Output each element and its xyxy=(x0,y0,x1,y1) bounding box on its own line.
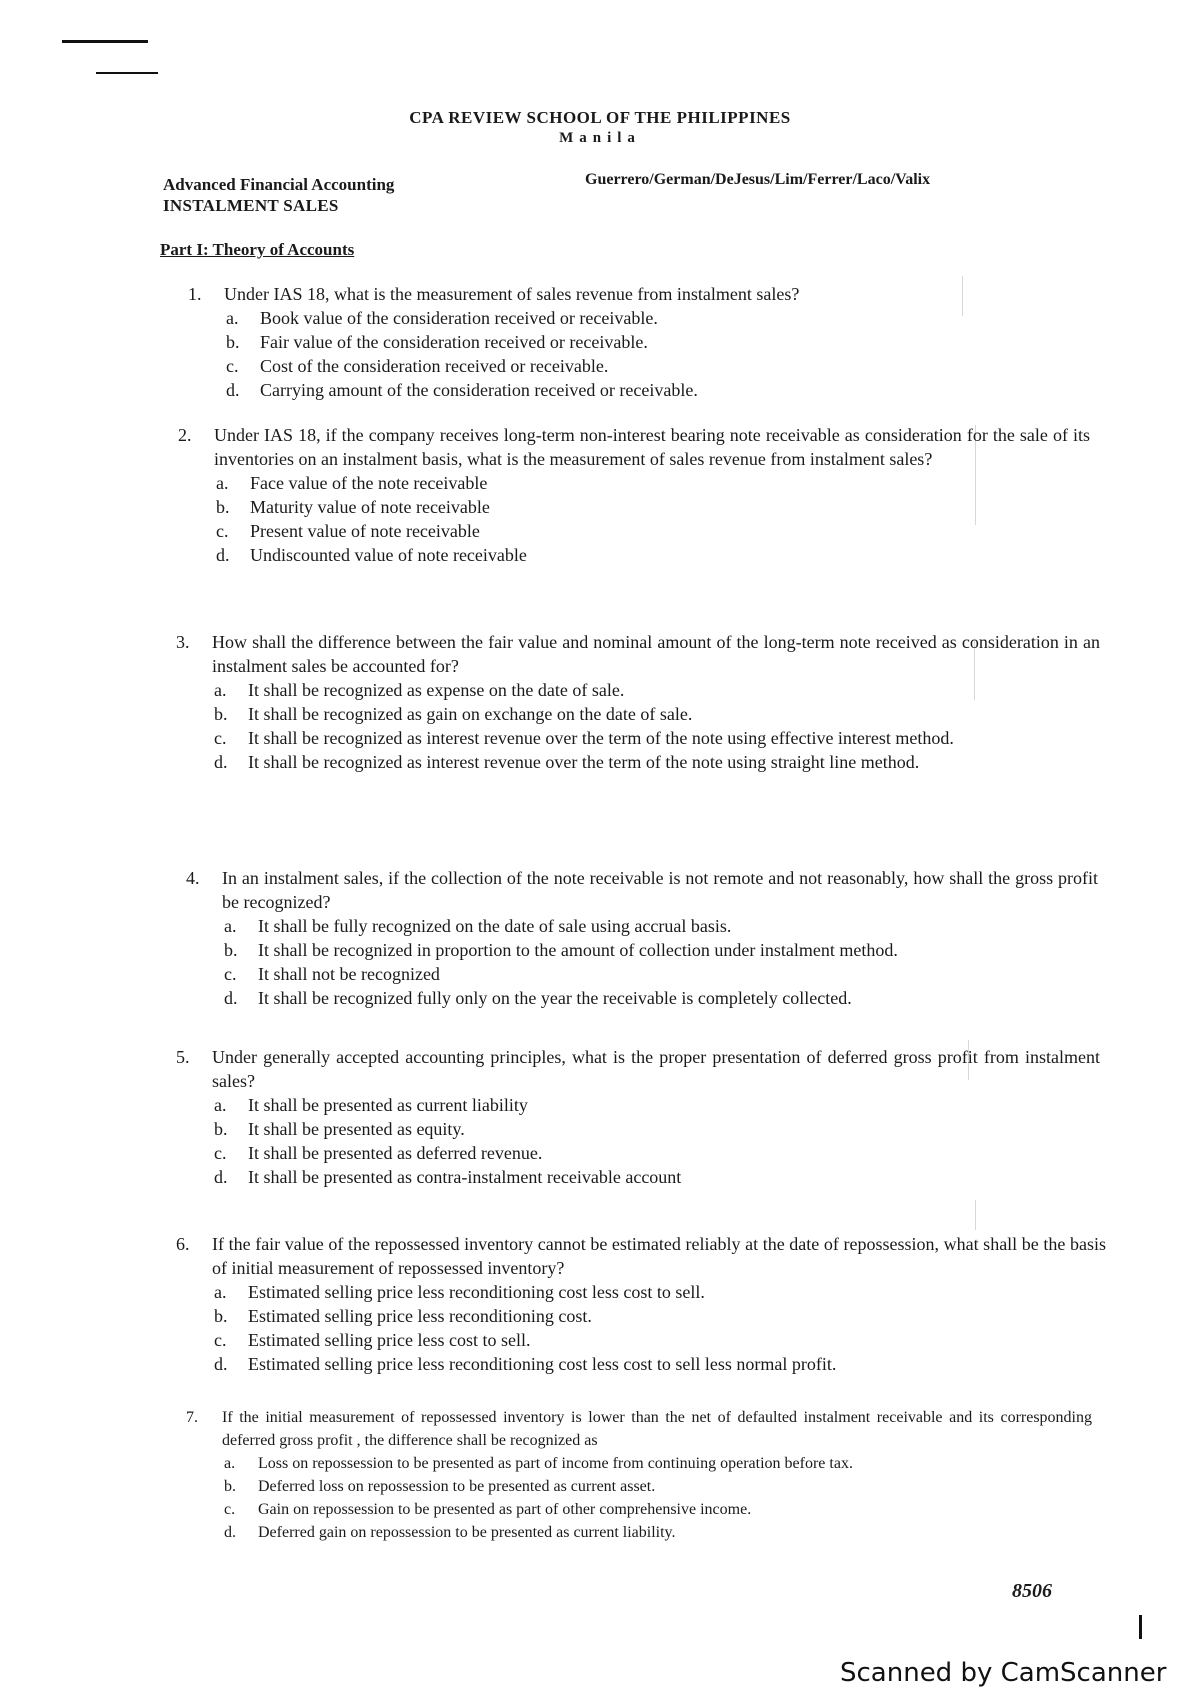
choice-letter: a. xyxy=(216,473,229,493)
choice xyxy=(176,1328,1106,1352)
page-number: 8506 xyxy=(1012,1580,1052,1602)
choice-letter: c. xyxy=(224,964,237,984)
choice-letter: c. xyxy=(214,1330,227,1350)
choice xyxy=(186,962,1098,986)
choice xyxy=(188,330,968,354)
choice-text: It shall be fully recognized on the date of sale using accrual basis. xyxy=(258,916,732,936)
choice-text: Undiscounted value of note receivable xyxy=(250,545,527,565)
topic-title: INSTALMENT SALES xyxy=(163,196,339,215)
choice-text: Present value of note receivable xyxy=(250,521,480,541)
camscanner-watermark: Scanned by CamScanner xyxy=(840,1658,1167,1688)
choice-text: Loss on repossession to be presented as part of income from continuing operation before tax. xyxy=(258,1455,853,1472)
choice xyxy=(186,938,1098,962)
question-text: In an instalment sales, if the collection of the note receivable is not remote and not reasonably, how shall the gross profit be recognized? xyxy=(222,868,1098,912)
question-stem xyxy=(186,866,1098,914)
question-number: 1. xyxy=(188,284,202,304)
choice-letter: c. xyxy=(214,728,227,748)
choice-letter: a. xyxy=(214,680,227,700)
choice-letter: a. xyxy=(226,308,239,328)
choice-letter: b. xyxy=(214,1306,228,1326)
choice-letter: d. xyxy=(214,1354,228,1374)
choice-text: It shall be recognized as interest revenue over the term of the note using straight line method. xyxy=(248,752,920,772)
choice-text: Cost of the consideration received or receivable. xyxy=(260,356,609,376)
choice-text: Estimated selling price less reconditioning cost. xyxy=(248,1306,592,1326)
question xyxy=(186,1406,1092,1544)
choice xyxy=(176,678,1100,702)
choice-letter: b. xyxy=(226,332,240,352)
question-text: Under generally accepted accounting principles, what is the proper presentation of deferred gross profit from instalment sales? xyxy=(212,1047,1100,1091)
choice-text: It shall be presented as deferred revenue. xyxy=(248,1143,543,1163)
choice-letter: c. xyxy=(216,521,229,541)
choice xyxy=(178,519,1090,543)
question-number: 7. xyxy=(186,1409,198,1426)
choice-text: It shall be recognized as interest revenue over the term of the note using effective interest method. xyxy=(248,728,954,748)
part-title: Part I: Theory of Accounts xyxy=(160,240,355,259)
choice-text: It shall be presented as contra-instalment receivable account xyxy=(248,1167,682,1187)
question xyxy=(176,1045,1100,1189)
choice-text: Carrying amount of the consideration received or receivable. xyxy=(260,380,698,400)
course-title: Advanced Financial Accounting xyxy=(163,175,395,194)
scan-artifact-line xyxy=(975,1200,976,1230)
choice-letter: a. xyxy=(224,1455,236,1472)
choice xyxy=(188,306,968,330)
choice-text: It shall be recognized in proportion to the amount of collection under instalment method. xyxy=(258,940,898,960)
choice-text: Estimated selling price less cost to sell. xyxy=(248,1330,531,1350)
choice-text: Deferred loss on repossession to be presented as current asset. xyxy=(258,1478,656,1495)
choice-letter: c. xyxy=(214,1143,227,1163)
choice-letter: a. xyxy=(224,916,237,936)
choice-text: Fair value of the consideration received or receivable. xyxy=(260,332,648,352)
choice-letter: d. xyxy=(226,380,240,400)
choice xyxy=(186,1498,1092,1521)
choice xyxy=(176,1165,1100,1189)
choice xyxy=(188,378,968,402)
question-stem xyxy=(178,423,1090,471)
choice-letter: a. xyxy=(214,1095,227,1115)
choice xyxy=(178,495,1090,519)
choice-text: Deferred gain on repossession to be presented as current liability. xyxy=(258,1524,676,1541)
choice xyxy=(176,726,1100,750)
choice-text: Book value of the consideration received or receivable. xyxy=(260,308,658,328)
choice xyxy=(176,1141,1100,1165)
question-text: If the initial measurement of repossessed inventory is lower than the net of defaulted instalment receivable and its corresponding deferred gross profit , the difference shall be recognized as xyxy=(222,1409,1092,1449)
question-stem xyxy=(176,1045,1100,1093)
choice-text: It shall be recognized as gain on exchange on the date of sale. xyxy=(248,704,693,724)
choice-text: Estimated selling price less reconditioning cost less cost to sell. xyxy=(248,1282,705,1302)
question-text: How shall the difference between the fair value and nominal amount of the long-term note received as consideration in an instalment sales be accounted for? xyxy=(212,632,1100,676)
choice-letter: a. xyxy=(214,1282,227,1302)
question-stem xyxy=(186,1406,1092,1452)
choice-text: Estimated selling price less reconditioning cost less cost to sell less normal profit. xyxy=(248,1354,837,1374)
choice xyxy=(186,986,1098,1010)
scan-mark xyxy=(96,72,158,74)
question-text: Under IAS 18, if the company receives long-term non-interest bearing note receivable as consideration for the sale of its inventories on an instalment basis, what is the measurement of sales revenue from instalment sales? xyxy=(214,425,1090,469)
question xyxy=(178,423,1090,567)
question-number: 6. xyxy=(176,1234,190,1254)
choice xyxy=(186,914,1098,938)
choice xyxy=(176,750,1100,774)
school-city: Manila xyxy=(559,130,641,146)
scan-mark xyxy=(1139,1615,1142,1639)
choice xyxy=(176,702,1100,726)
choice xyxy=(176,1280,1106,1304)
choice-letter: c. xyxy=(224,1501,236,1518)
choice-letter: b. xyxy=(224,940,238,960)
scan-mark xyxy=(62,40,148,43)
choice-text: It shall be presented as equity. xyxy=(248,1119,465,1139)
choice xyxy=(176,1093,1100,1117)
choice-letter: d. xyxy=(214,752,228,772)
choice-letter: c. xyxy=(226,356,239,376)
question-text: Under IAS 18, what is the measurement of sales revenue from instalment sales? xyxy=(224,284,800,304)
choice-text: It shall be presented as current liability xyxy=(248,1095,528,1115)
question-stem xyxy=(176,630,1100,678)
school-name: CPA REVIEW SCHOOL OF THE PHILIPPINES xyxy=(409,108,791,127)
choice xyxy=(176,1352,1106,1376)
question-number: 2. xyxy=(178,425,192,445)
choice-letter: d. xyxy=(214,1167,228,1187)
choice-letter: b. xyxy=(214,704,228,724)
question-number: 5. xyxy=(176,1047,190,1067)
choice xyxy=(176,1304,1106,1328)
choice xyxy=(178,471,1090,495)
choice xyxy=(178,543,1090,567)
choice-letter: b. xyxy=(214,1119,228,1139)
choice-text: Gain on repossession to be presented as part of other comprehensive income. xyxy=(258,1501,752,1518)
question-stem xyxy=(188,282,968,306)
choice xyxy=(188,354,968,378)
choice-text: It shall not be recognized xyxy=(258,964,440,984)
choice-letter: b. xyxy=(224,1478,236,1495)
choice-letter: d. xyxy=(216,545,230,565)
question xyxy=(176,630,1100,774)
choice xyxy=(186,1521,1092,1544)
choice xyxy=(176,1117,1100,1141)
choice xyxy=(186,1452,1092,1475)
choice-letter: b. xyxy=(216,497,230,517)
choice-text: Maturity value of note receivable xyxy=(250,497,490,517)
choice-letter: d. xyxy=(224,1524,236,1541)
question-stem xyxy=(176,1232,1106,1280)
choice-text: Face value of the note receivable xyxy=(250,473,488,493)
question-text: If the fair value of the repossessed inventory cannot be estimated reliably at the date of repossession, what shall be the basis of initial measurement of repossessed inventory? xyxy=(212,1234,1106,1278)
question xyxy=(176,1232,1106,1376)
authors: Guerrero/German/DeJesus/Lim/Ferrer/Laco/Valix xyxy=(585,171,931,188)
choice xyxy=(186,1475,1092,1498)
choice-letter: d. xyxy=(224,988,238,1008)
question xyxy=(188,282,968,402)
question-number: 4. xyxy=(186,868,200,888)
choice-text: It shall be recognized as expense on the date of sale. xyxy=(248,680,625,700)
choice-text: It shall be recognized fully only on the year the receivable is completely collected. xyxy=(258,988,852,1008)
question xyxy=(186,866,1098,1010)
question-number: 3. xyxy=(176,632,190,652)
